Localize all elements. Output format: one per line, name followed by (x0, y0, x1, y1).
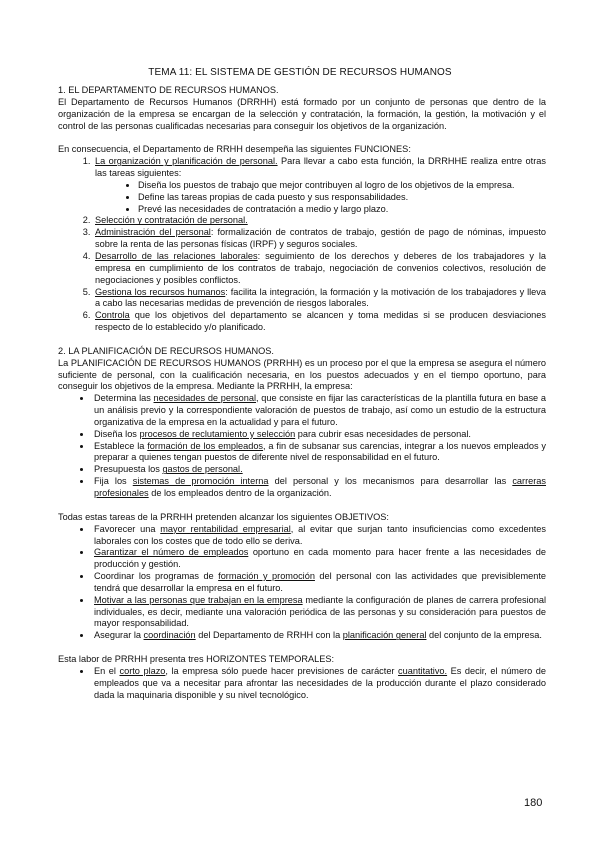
planning-task-item (92, 464, 546, 476)
text-run: , al evitar que surjan tanto insuficiencias como excedentes laborales con los costes que de todo ello se deriva. (94, 523, 546, 546)
function-item (93, 251, 546, 287)
underlined-term: coordinación (143, 630, 196, 641)
text-run: Establece la (94, 440, 148, 451)
objective-item (92, 547, 546, 571)
objective-item (92, 630, 546, 642)
function-item (93, 227, 546, 251)
text-run: Asegurar la (94, 630, 144, 641)
section-2-intro: La PLANIFICACIÓN DE RECURSOS HUMANOS (PRRHH) es un proceso por el que la empresa se asegura el número suficiente de personal, con la cualificación necesaria, en los puestos adecuados y en el tiempo oportuno, para conseguir los objetivos de la empresa. Mediante la PRRHH, la empresa: (58, 357, 546, 392)
function-item (93, 156, 546, 215)
text-run: En el (94, 665, 120, 676)
planning-task-item (92, 476, 546, 500)
page-number: 180 (524, 797, 543, 809)
text-run: , a fin de subsanar sus carencias, integrar a los nuevos empleados y preparar a quienes tengan puestos de diferente nivel de responsabilidad en el futuro. (94, 440, 546, 463)
subtask-item: • Define las tareas propias de cada puesto y sus responsabilidades. (138, 192, 546, 204)
planning-task-item (92, 429, 546, 441)
function-text: Para llevar a cabo esta función, la DRRHHE realiza entre otras las tareas siguientes: (95, 156, 546, 179)
section-1-heading: 1. EL DEPARTAMENTO DE RECURSOS HUMANOS. (58, 85, 279, 95)
section-1-intro: El Departamento de Recursos Humanos (DRRHH) está formado por un conjunto de personas que dentro de la organización de la empresa se encargan de la selección y contratación, la formación, la gestión, la motivación y el control de las personas cualificadas necesarias para conseguir los objetivos de la organización. (58, 96, 546, 131)
objective-item (92, 595, 546, 631)
objective-item (92, 571, 546, 595)
objectives-intro: Todas estas tareas de la PRRHH pretenden alcanzar los siguientes OBJETIVOS: (58, 511, 389, 522)
text-run: del conjunto de la empresa. (426, 630, 542, 641)
underlined-term: cuantitativo. (398, 665, 448, 676)
subtask-item: • Prevé las necesidades de contratación a medio y largo plazo. (138, 204, 546, 216)
function-term: Administración del personal (95, 227, 211, 238)
function-text: : formalización de contratos de trabajo, gestión de pago de nóminas, impuesto sobre la renta de las personas físicas (IRPF) y seguros sociales. (95, 227, 546, 250)
function-item (93, 287, 546, 311)
underlined-term: sistemas de promoción interna (132, 476, 269, 487)
text-run: mediante la configuración de planes de carrera profesional individuales, es decir, mediante una valoración periódica de las personas y su consideración para puestos de mayor responsabilidad. (94, 594, 546, 629)
horizon-item (92, 666, 546, 702)
underlined-term: formación de los empleados (147, 440, 264, 451)
underlined-term: corto plazo (119, 665, 166, 676)
function-term: Controla (95, 310, 130, 321)
text-run: Coordinar los programas de (94, 571, 219, 582)
document-body (58, 85, 546, 702)
text-run: , que consiste en fijar las características de la plantilla futura en base a un análisis previo y la correspondiente valoración de puestos de trabajo, así como un estudio de la estructura organizativa de la empresa en la actualidad y para el futuro. (94, 393, 546, 427)
function-item (93, 215, 546, 227)
subtask-item: • Diseña los puestos de trabajo que mejor contribuyen al logro de los objetivos de la empresa. (138, 180, 546, 192)
function-term: Selección y contratación de personal. (95, 215, 248, 226)
function-term: Desarrollo de las relaciones laborales (95, 250, 258, 261)
horizons-intro: Esta labor de PRRHH presenta tres HORIZONTES TEMPORALES: (58, 654, 335, 665)
underlined-term: carreras profesionales (94, 476, 547, 498)
text-run: Diseña los (94, 428, 140, 439)
underlined-term: formación y promoción (218, 571, 315, 582)
section-2-heading: 2. LA PLANIFICACIÓN DE RECURSOS HUMANOS. (58, 345, 274, 356)
page-title: TEMA 11: EL SISTEMA DE GESTIÓN DE RECURSOS HUMANOS (148, 67, 452, 78)
text-run: Fija los (94, 476, 133, 487)
text-run: Determina las (94, 393, 154, 404)
text-run: del Departamento de RRHH con la (195, 630, 343, 641)
planning-task-item (92, 441, 546, 465)
function-text: : facilita la integración, la formación y la motivación de los trabajadores y lleva a cabo las necesarias medidas de prevención de riesgos laborales. (95, 286, 546, 309)
underlined-term: planificación general (342, 630, 427, 641)
text-run: , la empresa sólo puede hacer previsiones de carácter (165, 665, 399, 676)
text-run: oportuno en cada momento para hacer frente a las necesidades de producción y gestión. (94, 547, 546, 570)
planning-tasks-list (58, 393, 546, 500)
function-term: Gestiona los recursos humanos (95, 286, 226, 297)
underlined-term: Motivar a las personas que trabajan en la empresa (94, 594, 303, 605)
planning-task-item (92, 393, 546, 429)
underlined-term: procesos de reclutamiento y selección (139, 428, 296, 439)
underlined-term: Garantizar el número de empleados (94, 547, 249, 558)
text-run: Favorecer una (94, 523, 161, 534)
text-run: de los empleados dentro de la organización. (148, 488, 332, 498)
text-run: del personal con las actividades que previsiblemente tendrá que desarrollar la empresa en el futuro. (94, 571, 546, 593)
text-run: para cubrir esas necesidades de personal. (295, 428, 471, 439)
underlined-term: gastos de personal. (162, 464, 243, 475)
function-term: La organización y planificación de personal. (95, 156, 278, 167)
functions-intro: En consecuencia, el Departamento de RRHH desempeña las siguientes FUNCIONES: (58, 144, 411, 155)
function-subtasks (95, 180, 546, 216)
horizons-list (58, 666, 546, 702)
objectives-list (58, 524, 546, 642)
function-text: que los objetivos del departamento se alcancen y toma medidas si se producen desviaciones respecto de lo establecido y/o planificado. (95, 310, 546, 333)
function-item (93, 310, 546, 334)
functions-list (58, 156, 546, 334)
underlined-term: necesidades de personal (153, 393, 256, 404)
objective-item (92, 524, 546, 548)
function-text: : seguimiento de los derechos y deberes de los trabajadores y la empresa en cumplimiento de los contratos de trabajo, negociación de convenios colectivos, resolución de negociaciones y posibles conflictos. (95, 250, 546, 285)
text-run: Es decir, el número de empleados que va a necesitar para afrontar las necesidades de la producción durante el plazo considerado dada la maquinaria disponible y su nivel tecnológico. (94, 665, 547, 700)
underlined-term: mayor rentabilidad empresarial (160, 523, 291, 534)
text-run: Presupuesta los (94, 464, 163, 475)
text-run: del personal y los mecanismos para desarrollar las (268, 476, 513, 487)
